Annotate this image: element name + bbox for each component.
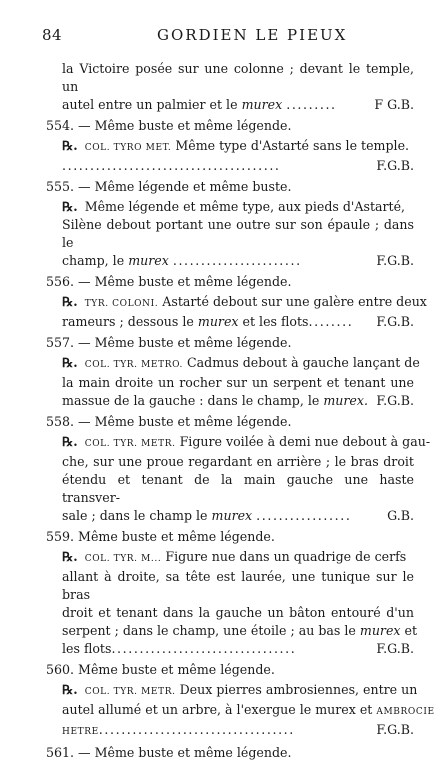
reverse-554 [34,137,414,175]
running-head [42,26,416,48]
text-line: droit et tenant dans la gauche un bâton entouré d'un [62,605,414,620]
coin-legend: COL. TYR. METR. [84,687,176,697]
text-line: ℞. COL. TYR. METRO. Cadmus debout à gauche lançant de [62,355,420,370]
text-line: sale ; dans le champ le murex ................. G.B. [62,508,414,523]
running-title: GORDIEN LE PIEUX [157,26,348,44]
coin-legend: COL. TYRO MET. [84,143,172,153]
grade-code: F.G.B. [376,722,414,737]
coin-legend: COL. TYR. METRO. [84,360,183,370]
reverse-mark: ℞. [62,294,78,309]
reverse-mark: ℞. [62,434,78,449]
entry-heading-557: 557. — Même buste et même légende. [46,335,292,350]
reverse-558 [34,433,431,525]
text-line: HETRE................................... F.G.B. [62,722,414,737]
reverse-555 [34,198,414,270]
text-line: autel entre un palmier et le murex ......... F G.B. [62,97,414,112]
grade-code: F.G.B. [376,314,414,329]
text-line: les flots................................. F.G.B. [62,641,414,656]
entry-heading-561: 561. — Même buste et même légende. [46,745,292,760]
reverse-mark: ℞. [62,549,78,564]
catalogue-text [34,58,435,764]
text-line: ℞. COL. TYR. METR. Figure voilée à demi nue debout à gau- [62,434,431,449]
entry-heading-555: 555. — Même légende et même buste. [46,179,292,194]
grade-code: F.G.B. [376,393,414,408]
text-line: champ, le murex ....................... F.G.B. [62,253,414,268]
page-number: 84 [42,26,63,44]
entry-heading-558: 558. — Même buste et même légende. [46,414,292,429]
entry-553 [34,60,414,114]
text-line: la Victoire posée sur une colonne ; devant le temple, un [62,61,414,94]
coin-legend: COL. TYR. METR. [84,439,176,449]
grade-code: F.G.B. [376,641,414,656]
grade-code: F G.B. [374,97,414,112]
text-line: la main droite un rocher sur un serpent et tenant une [62,375,414,390]
reverse-559 [34,548,418,658]
coin-legend: COL. TYR. M... [84,554,162,564]
reverse-mark: ℞. [62,138,78,153]
reverse-mark: ℞. [62,682,78,697]
text-line: ℞. Même légende et même type, aux pieds d'Astarté, [62,199,406,214]
text-line: rameurs ; dessous le murex et les flots........ F.G.B. [62,314,414,329]
text-line: allant à droite, sa tête est laurée, une tunique sur le bras [62,569,414,602]
entry-heading-560: 560. Même buste et même légende. [46,662,275,677]
grade-code: F.G.B. [376,158,414,173]
entry-heading-556: 556. — Même buste et même légende. [46,274,292,289]
text-line: serpent ; dans le champ, une étoile ; au bas le murex et [62,623,418,638]
text-line: ℞. COL. TYR. METR. Deux pierres ambrosiennes, entre un [62,682,418,697]
text-line: massue de la gauche : dans le champ, le murex. F.G.B. [62,393,414,408]
grade-code: G.B. [387,508,414,523]
reverse-556 [34,293,427,331]
grade-code: F.G.B. [376,253,414,268]
coin-legend: TYR. COLONI. [84,299,159,309]
text-line: ℞. COL. TYRO MET. Même type d'Astarté sans le temple. [62,138,410,153]
text-line: ℞. COL. TYR. M... Figure nue dans un quadrige de cerfs [62,549,407,564]
text-line: Silène debout portant une outre sur son épaule ; dans le [62,217,414,250]
text-line: autel allumé et un arbre, à l'exergue le murex et AMBROCIE [62,702,435,717]
entry-heading-554: 554. — Même buste et même légende. [46,118,292,133]
entry-heading-559: 559. Même buste et même légende. [46,529,275,544]
reverse-mark: ℞. [62,355,78,370]
reverse-560 [34,681,435,741]
text-line: étendu et tenant de la main gauche une haste transver- [62,472,414,505]
text-line: che, sur une proue regardant en arrière ; le bras droit [62,454,414,469]
reverse-mark: ℞. [62,199,78,214]
reverse-557 [34,354,420,410]
text-line: ℞. TYR. COLONI. Astarté debout sur une galère entre deux [62,294,427,309]
text-line: ....................................... F.G.B. [62,158,414,173]
